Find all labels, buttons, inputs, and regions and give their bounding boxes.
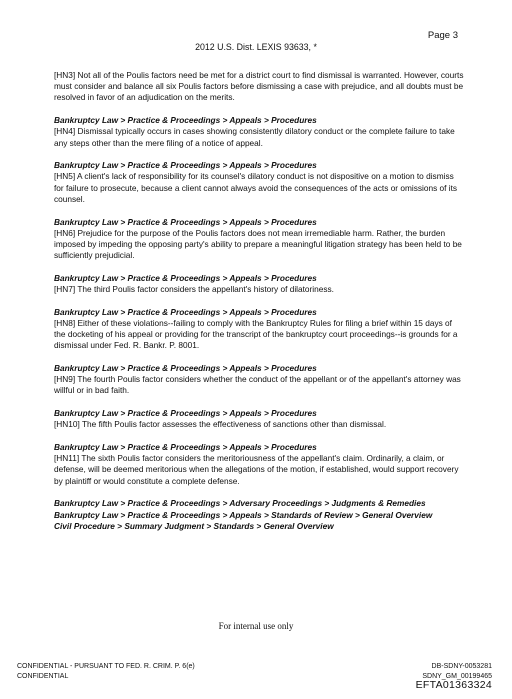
page-number: Page 3 xyxy=(427,30,458,41)
topic-heading: Bankruptcy Law > Practice & Proceedings > Appeals > Standards of Review > General Overview xyxy=(54,509,433,520)
topic-heading: Bankruptcy Law > Practice & Proceedings > Appeals > Procedures xyxy=(54,306,317,317)
topic-heading: Bankruptcy Law > Practice & Proceedings > Appeals > Procedures xyxy=(54,408,317,419)
headnote-section xyxy=(54,307,464,352)
efta-number: EFTA01363324 xyxy=(415,679,492,691)
headnote-text: [HN11] The sixth Poulis factor considers the meritoriousness of the appellant's claim. Ordinarily, a claim, or defense, will be deemed meritorious when the allegations of the motion, if established, would support recovery by plaintiff or would constitute a complete defense. xyxy=(54,453,459,486)
confidentiality-line: CONFIDENTIAL - PURSUANT TO FED. R. CRIM. P. 6(e) xyxy=(17,663,195,670)
headnote-section xyxy=(54,273,464,295)
topic-heading: Bankruptcy Law > Practice & Proceedings > Appeals > Procedures xyxy=(54,272,317,283)
headnote-text: [HN7] The third Poulis factor considers the appellant's history of dilatoriness. xyxy=(54,284,334,295)
headnote-text: [HN4] Dismissal typically occurs in cases showing consistently dilatory conduct or the complete failure to take any steps other than the mere filing of a notice of appeal. xyxy=(54,126,455,148)
headnote-section xyxy=(54,408,464,430)
topic-heading: Bankruptcy Law > Practice & Proceedings > Appeals > Procedures xyxy=(54,363,317,374)
confidentiality-footer xyxy=(17,662,195,681)
headnote-text: [HN3] Not all of the Poulis factors need be met for a district court to find dismissal is warranted. However, courts must consider and balance all six Poulis factors before dismissing a case with prejudice, and all doubts must be resolved in favor of an adjudication on the merits. xyxy=(54,70,464,103)
topic-heading: Bankruptcy Law > Practice & Proceedings > Appeals > Procedures xyxy=(54,160,317,171)
running-head: 2012 U.S. Dist. LEXIS 93633, * xyxy=(195,42,317,52)
topic-heading: Bankruptcy Law > Practice & Proceedings > Appeals > Procedures xyxy=(54,115,317,126)
headnote-text: [HN10] The fifth Poulis factor assesses the effectiveness of sanctions other than dismissal. xyxy=(54,419,387,430)
topic-heading: Bankruptcy Law > Practice & Proceedings > Adversary Proceedings > Judgments & Remedies xyxy=(54,498,426,509)
headnote-text: [HN6] Prejudice for the purpose of the Poulis factors does not mean irremediable harm. Rather, the burden imposed by impeding the opposing party's ability to prepare a meaningful litigation strategy has been held to be sufficiently prejudicial. xyxy=(54,227,462,261)
bates-number: SDNY_GM_00199465 xyxy=(422,672,492,680)
headnote-section xyxy=(54,160,464,205)
headnote-text: [HN9] The fourth Poulis factor considers whether the conduct of the appellant or of the appellant's attorney was willful or in bad faith. xyxy=(54,374,461,396)
headnote-text: [HN8] Either of these violations--failing to comply with the Bankruptcy Rules for filing a brief within 15 days of the docketing of his appeal or providing for the transcript of the bankruptcy court proceedings--is grounds for a dismissal under Fed. R. Bankr. P. 8001. xyxy=(54,317,458,351)
headnote-section xyxy=(54,363,464,397)
topic-heading: Civil Procedure > Summary Judgment > Standards > General Overview xyxy=(54,520,334,531)
bates-number: DB-SDNY-0053281 xyxy=(431,663,492,670)
topic-list xyxy=(54,498,464,532)
document-body xyxy=(54,70,464,544)
topic-heading: Bankruptcy Law > Practice & Proceedings > Appeals > Procedures xyxy=(54,216,317,227)
headnote-section xyxy=(54,442,464,487)
headnote-text: [HN5] A client's lack of responsibility for its counsel's dilatory conduct is not dispositive on a motion to dismiss for failure to prosecute, because a client cannot always avoid the consequences of the acts or omissions of its counsel. xyxy=(54,171,458,204)
headnote-section xyxy=(54,115,464,149)
topic-heading: Bankruptcy Law > Practice & Proceedings > Appeals > Procedures xyxy=(54,442,317,453)
bates-footer xyxy=(416,662,492,691)
headnote-section xyxy=(54,70,464,104)
headnote-section xyxy=(54,217,464,262)
confidentiality-line: CONFIDENTIAL xyxy=(17,672,69,680)
internal-use-note: For internal use only xyxy=(218,621,294,631)
